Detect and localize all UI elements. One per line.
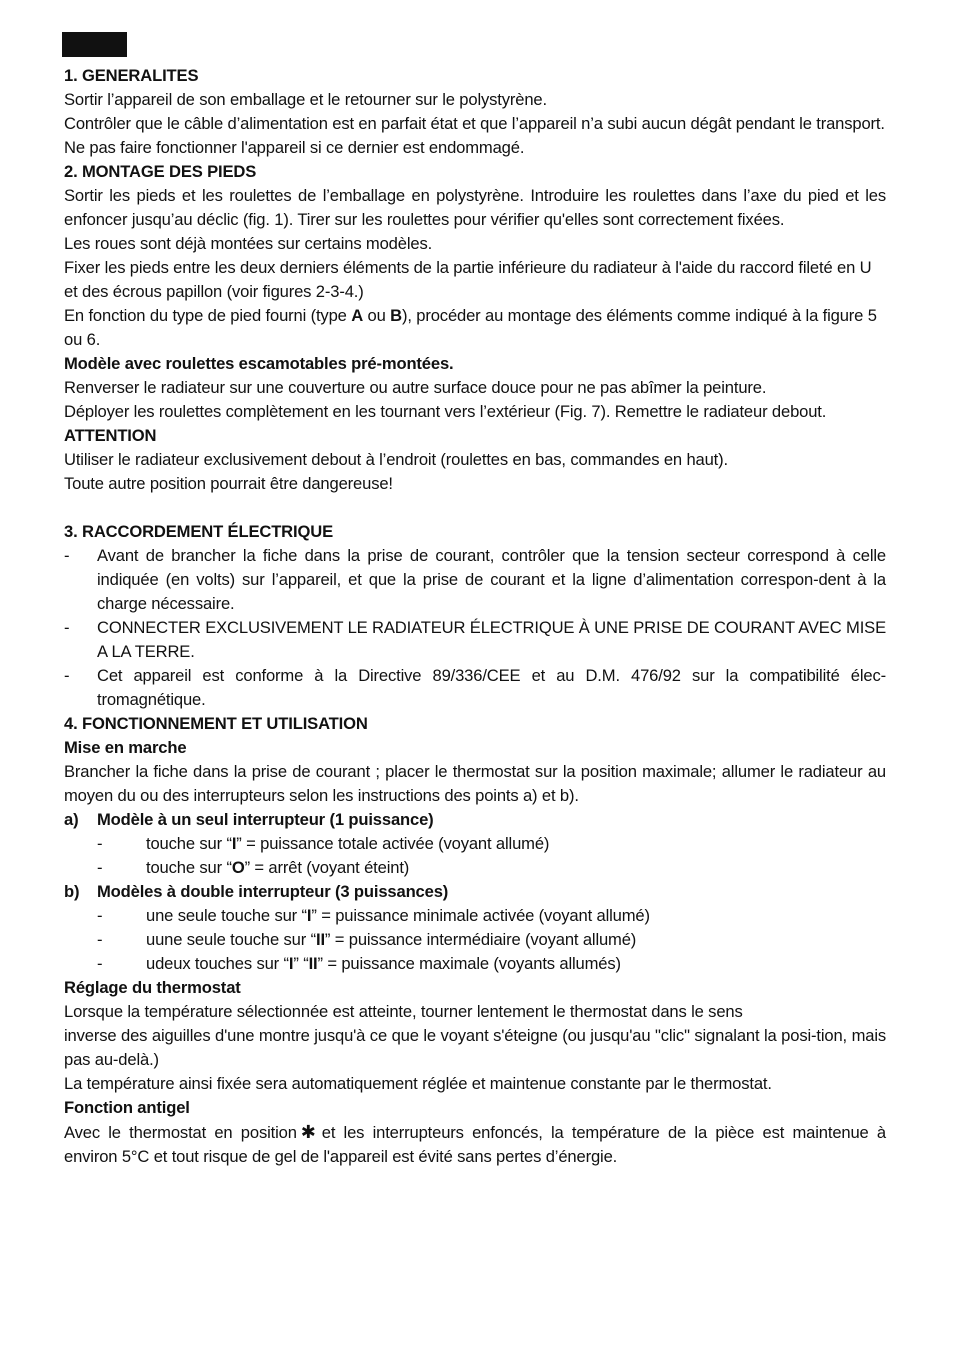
sec3-item-3-text: Cet appareil est conforme à la Directive 89/336/CEE et au D.M. 476/92 sur la compatibilité élec-tromagnétique. bbox=[97, 666, 886, 709]
frost-post: et les interrupteurs enfoncés, la température de la pièce est maintenue à environ 5°C et tout risque de gel de l'appareil est évité sans pertes d’énergie. bbox=[64, 1123, 886, 1166]
sec1-line-3: Ne pas faire fonctionner l'appareil si ce dernier est endommagé. bbox=[64, 138, 525, 157]
sec2-paragraph-8: Toute autre position pourrait être dangereuse! bbox=[64, 474, 393, 493]
sec2-paragraph-6: Déployer les roulettes complètement en les tournant vers l’extérieur (Fig. 7). Remettre le radiateur debout. bbox=[64, 402, 827, 421]
model-a-title bbox=[64, 808, 886, 832]
b-item-3 bbox=[64, 952, 886, 976]
switch-key-i: I bbox=[306, 906, 312, 925]
b-item-1-pre: une seule touche sur “ bbox=[146, 906, 307, 925]
sec3-item-2-text: CONNECTER EXCLUSIVEMENT LE RADIATEUR ÉLECTRIQUE À UNE PRISE DE COURANT AVEC MISE A LA TERRE. bbox=[97, 618, 886, 661]
thermostat-title: Réglage du thermostat bbox=[64, 978, 241, 997]
thermostat-line-2: inverse des aiguilles d'une montre jusqu'à ce que le voyant s'éteigne (ou jusqu'au "clic" signalant la posi-tion, mais pas au-delà.) bbox=[64, 1026, 886, 1069]
section-2-title: 2. MONTAGE DES PIEDS bbox=[64, 162, 257, 181]
b-item-1-post: ” = puissance minimale activée (voyant allumé) bbox=[311, 906, 650, 925]
switch-key-ii: II bbox=[308, 954, 318, 973]
b-item-3-mid: ” “ bbox=[293, 954, 309, 973]
a-item-2-post: ” = arrêt (voyant éteint) bbox=[244, 858, 410, 877]
dash-marker: - bbox=[97, 954, 103, 973]
sec3-item-3 bbox=[64, 664, 886, 712]
b-item-2-post: ” = puissance intermédiaire (voyant allumé) bbox=[324, 930, 637, 949]
section-1-title: 1. GENERALITES bbox=[64, 66, 199, 85]
b-item-2 bbox=[64, 928, 886, 952]
sec2-paragraph-7: Utiliser le radiateur exclusivement debout à l’endroit (roulettes en bas, commandes en haut). bbox=[64, 450, 728, 469]
b-title-text: Modèles à double interrupteur (3 puissances) bbox=[97, 882, 449, 901]
section-4-title: 4. FONCTIONNEMENT ET UTILISATION bbox=[64, 714, 368, 733]
switch-key-i: I bbox=[288, 954, 294, 973]
b-item-1 bbox=[64, 904, 886, 928]
dash-marker: - bbox=[64, 618, 70, 637]
antifreeze-title: Fonction antigel bbox=[64, 1098, 190, 1117]
sec2-paragraph-5: Renverser le radiateur sur une couverture ou autre surface douce pour ne pas abîmer la peinture. bbox=[64, 378, 767, 397]
p4-pre: En fonction du type de pied fourni (type bbox=[64, 306, 352, 325]
b-item-3-post: ” = puissance maximale (voyants allumés) bbox=[317, 954, 621, 973]
a-marker: a) bbox=[64, 810, 79, 829]
model-title: Modèle avec roulettes escamotables pré-montées. bbox=[64, 354, 454, 373]
a-item-1-post: ” = puissance totale activée (voyant allumé) bbox=[236, 834, 550, 853]
spacer bbox=[64, 496, 886, 520]
sec3-item-2 bbox=[64, 616, 886, 664]
snowflake-icon: ✱ bbox=[300, 1122, 316, 1142]
a-item-2 bbox=[64, 856, 886, 880]
a-item-2-pre: touche sur “ bbox=[146, 858, 232, 877]
sec2-paragraph-3: Fixer les pieds entre les deux derniers éléments de la partie inférieure du radiateur à l'aide du raccord fileté en U et des écrous papillon (voir figures 2-3-4.) bbox=[64, 258, 872, 301]
switch-key-i: I bbox=[231, 834, 237, 853]
p4-mid: ou bbox=[363, 306, 391, 325]
type-a: A bbox=[351, 306, 364, 325]
switch-key-o: O bbox=[231, 858, 245, 877]
dash-marker: - bbox=[64, 546, 70, 565]
page-content bbox=[64, 64, 886, 1169]
attention-title: ATTENTION bbox=[64, 426, 157, 445]
start-title: Mise en marche bbox=[64, 738, 187, 757]
p4-post: ), procéder au montage des éléments comme indiqué à la figure 5 ou 6. bbox=[64, 306, 877, 349]
sec1-line-1: Sortir l’appareil de son emballage et le retourner sur le polystyrène. bbox=[64, 90, 547, 109]
dash-marker: - bbox=[97, 906, 103, 925]
sec3-item-1-text: Avant de brancher la fiche dans la prise de courant, contrôler que la tension secteur correspond à celle indiquée (en volts) sur l’appareil, et que la prise de courant et la ligne d’alimentation correspon-dent à la charge nécessaire. bbox=[97, 546, 886, 613]
type-b: B bbox=[390, 306, 402, 325]
b-marker: b) bbox=[64, 882, 80, 901]
dash-marker: - bbox=[97, 834, 103, 853]
dash-marker: - bbox=[97, 930, 103, 949]
sec2-paragraph-2: Les roues sont déjà montées sur certains modèles. bbox=[64, 234, 433, 253]
frost-pre: Avec le thermostat en position bbox=[64, 1123, 297, 1142]
antifreeze-text bbox=[64, 1120, 886, 1169]
dash-marker: - bbox=[64, 666, 70, 685]
start-text: Brancher la fiche dans la prise de courant ; placer le thermostat sur la position maximale; allumer le radiateur au moyen du ou des interrupteurs selon les instructions des points a) et b). bbox=[64, 762, 886, 805]
sec1-line-2: Contrôler que le câble d’alimentation est en parfait état et que l’appareil n’a subi aucun dégât pendant le transport. bbox=[64, 114, 885, 133]
b-item-2-pre: uune seule touche sur “ bbox=[146, 930, 316, 949]
a-item-1-pre: touche sur “ bbox=[146, 834, 232, 853]
thermostat-line-1: Lorsque la température sélectionnée est atteinte, tourner lentement le thermostat dans le sens bbox=[64, 1002, 743, 1021]
model-b-title bbox=[64, 880, 886, 904]
sec2-paragraph-1: Sortir les pieds et les roulettes de l’emballage en polystyrène. Introduire les roulettes dans l’axe du pied et les enfoncer jusqu’au déclic (fig. 1). Tirer sur les roulettes pour vérifier qu'elles sont correctement fixées. bbox=[64, 186, 886, 229]
a-title-text: Modèle à un seul interrupteur (1 puissance) bbox=[97, 810, 434, 829]
sec2-paragraph-4 bbox=[64, 304, 886, 352]
a-item-1 bbox=[64, 832, 886, 856]
thermostat-line-3: La température ainsi fixée sera automatiquement réglée et maintenue constante par le thermostat. bbox=[64, 1074, 772, 1093]
sec3-item-1 bbox=[64, 544, 886, 616]
language-tab bbox=[62, 32, 127, 57]
dash-marker: - bbox=[97, 858, 103, 877]
switch-key-ii: II bbox=[315, 930, 325, 949]
b-item-3-pre: udeux touches sur “ bbox=[146, 954, 289, 973]
section-3-title: 3. RACCORDEMENT ÉLECTRIQUE bbox=[64, 522, 333, 541]
